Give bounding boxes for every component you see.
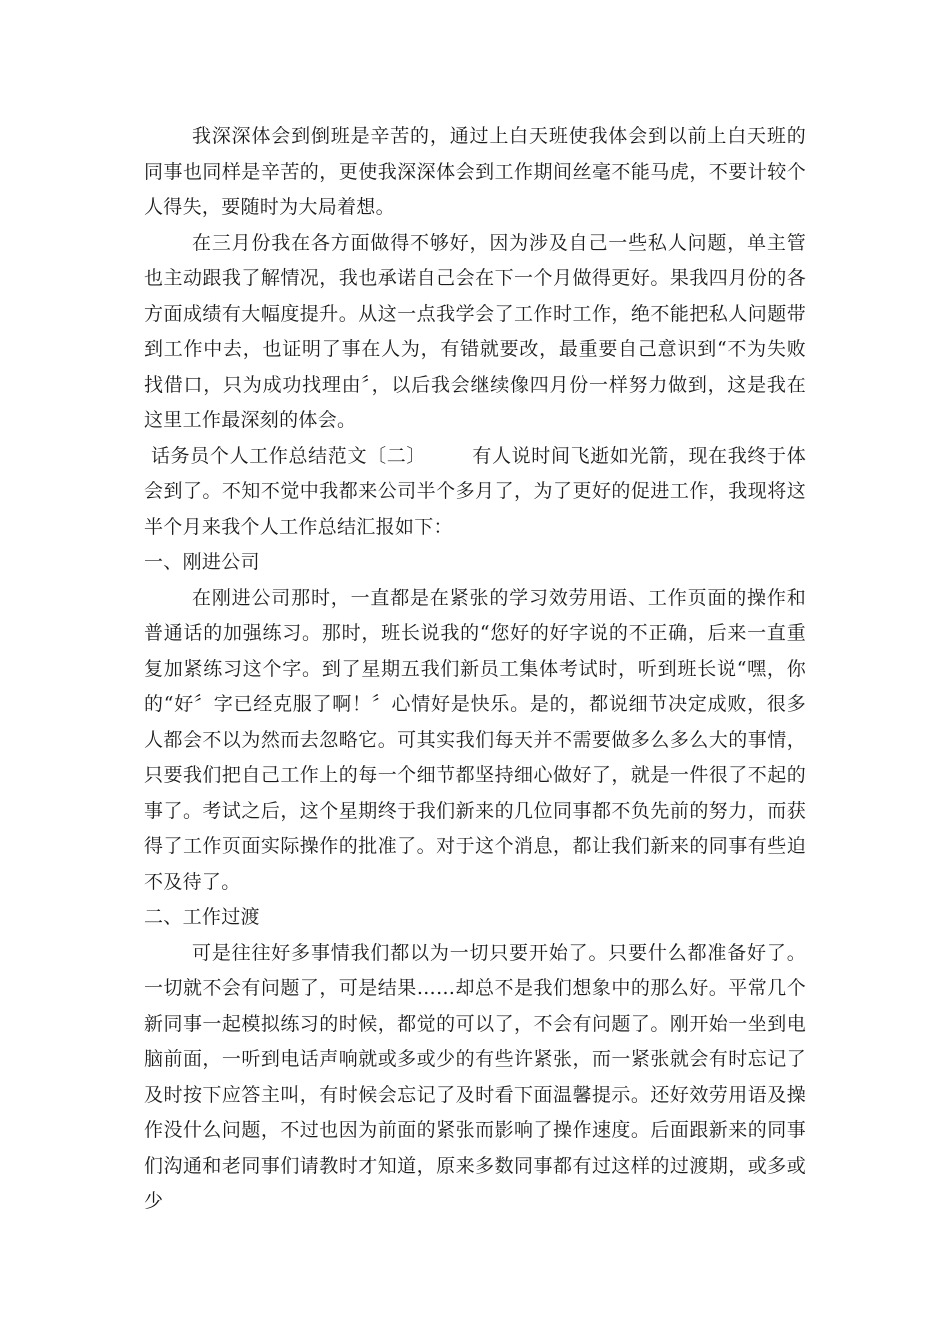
section-title: 话务员个人工作总结范文〔二〕: [151, 444, 427, 467]
document-body: [144, 119, 806, 1220]
section-intro-paragraph: [144, 439, 806, 546]
section-intro-text: 有人说时间飞逝如光箭，现在我终于体会到了。不知不觉中我都来公司半个多月了，为了更好的促进工作，我现将这半个月来我个人工作总结汇报如下：: [144, 444, 806, 538]
heading-1: 一、刚进公司: [144, 551, 260, 573]
paragraph-1: 我深深体会到倒班是辛苦的，通过上白天班使我体会到以前上白天班的同事也同样是辛苦的，更使我深深体会到工作期间丝毫不能马虎，不要计较个人得失，要随时为大局着想。: [144, 125, 806, 218]
heading-2: 二、工作过渡: [144, 906, 260, 928]
paragraph-3: 在刚进公司那时，一直都是在紧张的学习效劳用语、工作页面的操作和普通话的加强练习。那时，班长说我的“您好的好字说的不正确，后来一直重复加紧练习这个字。到了星期五我们新员工集体考试时，听到班长说“嘿，你的“好〞字已经克服了啊！〞心情好是快乐。是的，都说细节决定成败，很多人都会不以为然而去忽略它。可其实我们每天并不需要做多么多么大的事情，只要我们把自己工作上的每一个细节都坚持细心做好了，就是一件很了不起的事了。考试之后，这个星期终于我们新来的几位同事都不负先前的努力，而获得了工作页面实际操作的批准了。对于这个消息，都让我们新来的同事有些迫不及待了。: [144, 586, 806, 893]
paragraph-2: 在三月份我在各方面做得不够好，因为涉及自己一些私人问题，单主管也主动跟我了解情况，我也承诺自己会在下一个月做得更好。果我四月份的各方面成绩有大幅度提升。从这一点我学会了工作时工作，绝不能把私人问题带到工作中去，也证明了事在人为，有错就要改，最重要自己意识到“不为失败找借口，只为成功找理由〞，以后我会继续像四月份一样努力做到，这是我在这里工作最深刻的体会。: [144, 231, 806, 431]
paragraph-4: 可是往往好多事情我们都以为一切只要开始了。只要什么都准备好了。一切就不会有问题了，可是结果……却总不是我们想象中的那么好。平常几个新同事一起模拟练习的时候，都觉的可以了，不会有问题了。刚开始一坐到电脑前面，一听到电话声响就或多或少的有些许紧张，而一紧张就会有时忘记了及时按下应答主叫，有时候会忘记了及时看下面温馨提示。还好效劳用语及操作没什么问题，不过也因为前面的紧张而影响了操作速度。后面跟新来的同事们沟通和老同事们请教时才知道，原来多数同事都有过这样的过渡期，或多或少: [144, 941, 806, 1212]
